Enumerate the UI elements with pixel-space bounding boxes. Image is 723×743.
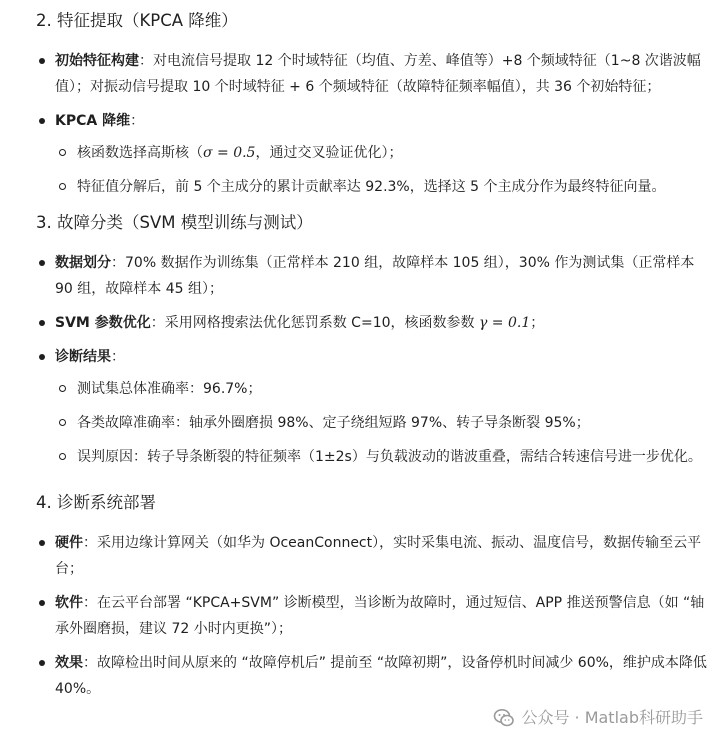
- item-text: ：采用网格搜索法优化惩罚系数 C=10，核函数参数: [150, 315, 479, 331]
- feature-extraction-list: [37, 48, 709, 200]
- list-item: [37, 108, 709, 200]
- sub-item-text: 特征值分解后，前 5 个主成分的累计贡献率达 92.3%，选择这 5 个主成分作为最终特征向量。: [77, 179, 666, 195]
- list-item: [37, 310, 709, 336]
- item-text: ：故障检出时间从原来的 “故障停机后” 提前至 “故障初期”，设备停机时间减少 60%，维护成本降低 40%。: [55, 655, 707, 697]
- item-text: ：: [111, 349, 125, 365]
- math-sigma: σ = 0.5: [203, 145, 256, 161]
- diagnosis-results-sublist: [55, 376, 709, 470]
- section-heading-fault-classification: 3. 故障分类（SVM 模型训练与测试）: [36, 213, 313, 232]
- item-label: KPCA 降维: [55, 113, 131, 129]
- list-item: [37, 590, 709, 642]
- item-label: 数据划分: [55, 255, 111, 271]
- list-item: [37, 344, 709, 470]
- fault-classification-list: [37, 250, 709, 470]
- item-text: ：采用边缘计算网关（如华为 OceanConnect），实时采集电流、振动、温度信号，数据传输至云平台；: [55, 535, 702, 577]
- sub-list-item: [55, 410, 709, 436]
- section-heading-system-deployment: 4. 诊断系统部署: [36, 493, 156, 512]
- item-label: SVM 参数优化: [55, 315, 151, 331]
- item-text-end: ；: [530, 315, 545, 331]
- system-deployment-list: [37, 530, 709, 702]
- math-gamma: γ = 0.1: [478, 315, 531, 331]
- wechat-icon: [493, 707, 515, 729]
- sub-item-text: 各类故障准确率：轴承外圈磨损 98%、定子绕组短路 97%、转子导条断裂 95%；: [77, 415, 590, 431]
- item-text: ：在云平台部署 “KPCA+SVM” 诊断模型，当诊断为故障时，通过短信、APP 推送预警信息（如 “轴承外圈磨损，建议 72 小时内更换”）；: [55, 595, 705, 637]
- sub-list-item: [55, 140, 709, 166]
- sub-item-text: 测试集总体准确率：96.7%；: [77, 381, 262, 397]
- list-item: [37, 250, 709, 302]
- sub-item-text: 误判原因：转子导条断裂的特征频率（1±2s）与负载波动的谐波重叠，需结合转速信号进一步优化。: [77, 449, 702, 465]
- item-label: 效果: [55, 655, 83, 671]
- item-text: ：对电流信号提取 12 个时域特征（均值、方差、峰值等）+8 个频域特征（1~8 次谐波幅值）；对振动信号提取 10 个时域特征 + 6 个频域特征（故障特征频率幅值），共 36 个初始特征；: [55, 53, 701, 95]
- sub-list-item: [55, 376, 709, 402]
- item-label: 初始特征构建: [55, 53, 139, 69]
- item-label: 硬件: [55, 535, 83, 551]
- item-text: ：70% 数据作为训练集（正常样本 210 组，故障样本 105 组），30% 作为测试集（正常样本 90 组，故障样本 45 组）；: [55, 255, 695, 297]
- sub-list-item: [55, 444, 709, 470]
- sub-list-item: [55, 174, 709, 200]
- sub-item-text-end: ，通过交叉验证优化）；: [255, 145, 403, 161]
- kpca-sublist: [55, 140, 709, 200]
- item-label: 诊断结果: [55, 349, 111, 365]
- section-heading-feature-extraction: 2. 特征提取（KPCA 降维）: [36, 11, 238, 30]
- list-item: [37, 530, 709, 582]
- watermark: [493, 707, 703, 729]
- watermark-text: 公众号 · Matlab科研助手: [521, 708, 703, 727]
- list-item: [37, 48, 709, 100]
- list-item: [37, 650, 709, 702]
- item-label: 软件: [55, 595, 83, 611]
- sub-item-text: 核函数选择高斯核（: [77, 145, 203, 161]
- item-text: ：: [130, 113, 145, 129]
